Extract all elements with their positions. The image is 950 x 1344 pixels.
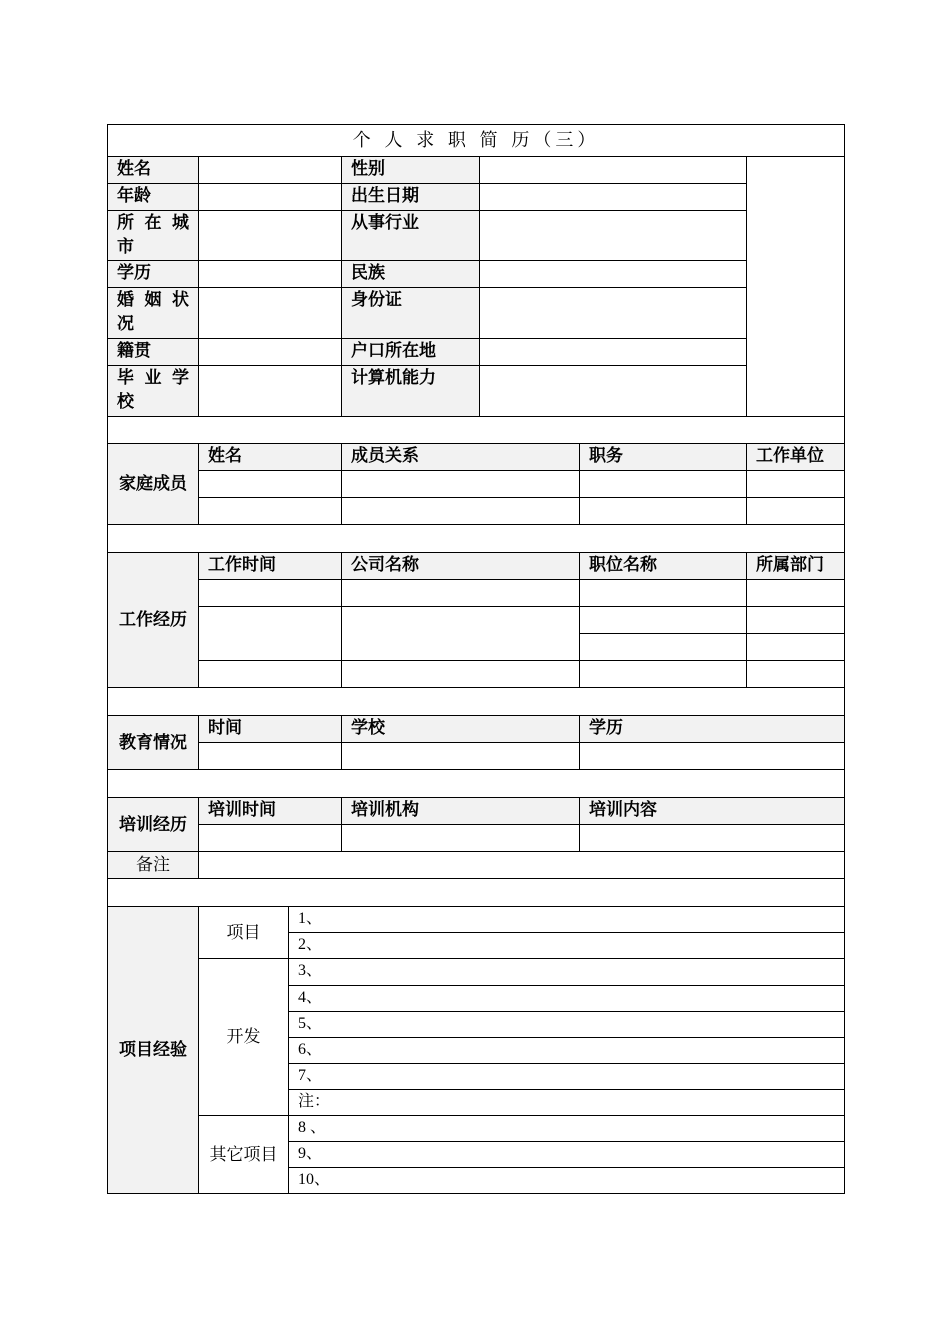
development-group-label: 开发	[199, 959, 289, 1116]
education-section-label: 教育情况	[108, 716, 199, 770]
project-group-label: 项目	[199, 907, 289, 959]
industry-field[interactable]	[480, 211, 747, 261]
computer-skill-field[interactable]	[480, 366, 747, 417]
project-item-7[interactable]: 7、	[289, 1064, 845, 1090]
gender-label: 性别	[342, 157, 480, 184]
work-cell[interactable]	[580, 607, 747, 634]
project-item-2[interactable]: 2、	[289, 933, 845, 959]
work-cell[interactable]	[342, 607, 580, 661]
work-header-department: 所属部门	[747, 553, 845, 580]
birth-field[interactable]	[480, 184, 747, 211]
hukou-label: 户口所在地	[342, 339, 480, 366]
photo-cell[interactable]	[747, 157, 845, 417]
project-item-9[interactable]: 9、	[289, 1142, 845, 1168]
work-cell[interactable]	[747, 634, 845, 661]
family-cell[interactable]	[342, 471, 580, 498]
project-item-8[interactable]: 8 、	[289, 1116, 845, 1142]
family-header-name: 姓名	[199, 444, 342, 471]
work-cell[interactable]	[747, 580, 845, 607]
work-cell[interactable]	[580, 661, 747, 688]
age-label: 年龄	[108, 184, 199, 211]
education-header-degree: 学历	[580, 716, 845, 743]
school-field[interactable]	[199, 366, 342, 417]
industry-label: 从事行业	[342, 211, 480, 261]
id-card-field[interactable]	[480, 288, 747, 339]
spacer-row	[108, 688, 845, 716]
other-projects-group-label: 其它项目	[199, 1116, 289, 1194]
projects-section-label: 项目经验	[108, 907, 199, 1194]
project-note[interactable]: 注：	[289, 1090, 845, 1116]
spacer-row	[108, 417, 845, 444]
training-header-time: 培训时间	[199, 798, 342, 825]
education-cell[interactable]	[342, 743, 580, 770]
age-field[interactable]	[199, 184, 342, 211]
education-cell[interactable]	[580, 743, 845, 770]
family-cell[interactable]	[747, 471, 845, 498]
work-cell[interactable]	[199, 607, 342, 661]
spacer-row	[108, 770, 845, 798]
project-item-10[interactable]: 10、	[289, 1168, 845, 1194]
ethnic-field[interactable]	[480, 261, 747, 288]
project-item-6[interactable]: 6、	[289, 1038, 845, 1064]
education-header-school: 学校	[342, 716, 580, 743]
ethnic-label: 民族	[342, 261, 480, 288]
city-field[interactable]	[199, 211, 342, 261]
project-item-5[interactable]: 5、	[289, 1012, 845, 1038]
training-cell[interactable]	[199, 825, 342, 852]
work-cell[interactable]	[199, 580, 342, 607]
hukou-field[interactable]	[480, 339, 747, 366]
work-cell[interactable]	[342, 580, 580, 607]
marital-field[interactable]	[199, 288, 342, 339]
family-section-label: 家庭成员	[108, 444, 199, 525]
education-label: 学历	[108, 261, 199, 288]
gender-field[interactable]	[480, 157, 747, 184]
spacer-row	[108, 525, 845, 553]
family-cell[interactable]	[199, 471, 342, 498]
education-cell[interactable]	[199, 743, 342, 770]
education-field[interactable]	[199, 261, 342, 288]
training-cell[interactable]	[342, 825, 580, 852]
native-place-field[interactable]	[199, 339, 342, 366]
computer-skill-label: 计算机能力	[342, 366, 480, 417]
work-header-time: 工作时间	[199, 553, 342, 580]
work-cell[interactable]	[342, 661, 580, 688]
education-header-time: 时间	[199, 716, 342, 743]
family-header-position: 职务	[580, 444, 747, 471]
family-header-relation: 成员关系	[342, 444, 580, 471]
work-cell[interactable]	[747, 607, 845, 634]
birth-label: 出生日期	[342, 184, 480, 211]
family-cell[interactable]	[580, 498, 747, 525]
work-cell[interactable]	[580, 634, 747, 661]
training-cell[interactable]	[580, 825, 845, 852]
training-header-institution: 培训机构	[342, 798, 580, 825]
school-label: 毕 业 学 校	[108, 366, 199, 417]
name-field[interactable]	[199, 157, 342, 184]
work-cell[interactable]	[747, 661, 845, 688]
project-item-4[interactable]: 4、	[289, 986, 845, 1012]
work-cell[interactable]	[580, 580, 747, 607]
city-label: 所 在 城 市	[108, 211, 199, 261]
remarks-field[interactable]	[199, 852, 845, 879]
resume-form	[107, 124, 845, 1194]
marital-label: 婚 姻 状 况	[108, 288, 199, 339]
family-cell[interactable]	[580, 471, 747, 498]
work-header-title: 职位名称	[580, 553, 747, 580]
family-header-employer: 工作单位	[747, 444, 845, 471]
native-place-label: 籍贯	[108, 339, 199, 366]
work-cell[interactable]	[199, 661, 342, 688]
work-section-label: 工作经历	[108, 553, 199, 688]
name-label: 姓名	[108, 157, 199, 184]
family-cell[interactable]	[747, 498, 845, 525]
project-item-1[interactable]: 1、	[289, 907, 845, 933]
family-cell[interactable]	[342, 498, 580, 525]
family-cell[interactable]	[199, 498, 342, 525]
id-card-label: 身份证	[342, 288, 480, 339]
spacer-row	[108, 879, 845, 907]
form-title: 个 人 求 职 简 历（三）	[108, 125, 845, 157]
project-item-3[interactable]: 3、	[289, 959, 845, 986]
training-section-label: 培训经历	[108, 798, 199, 852]
remarks-label: 备注	[108, 852, 199, 879]
work-header-company: 公司名称	[342, 553, 580, 580]
training-header-content: 培训内容	[580, 798, 845, 825]
